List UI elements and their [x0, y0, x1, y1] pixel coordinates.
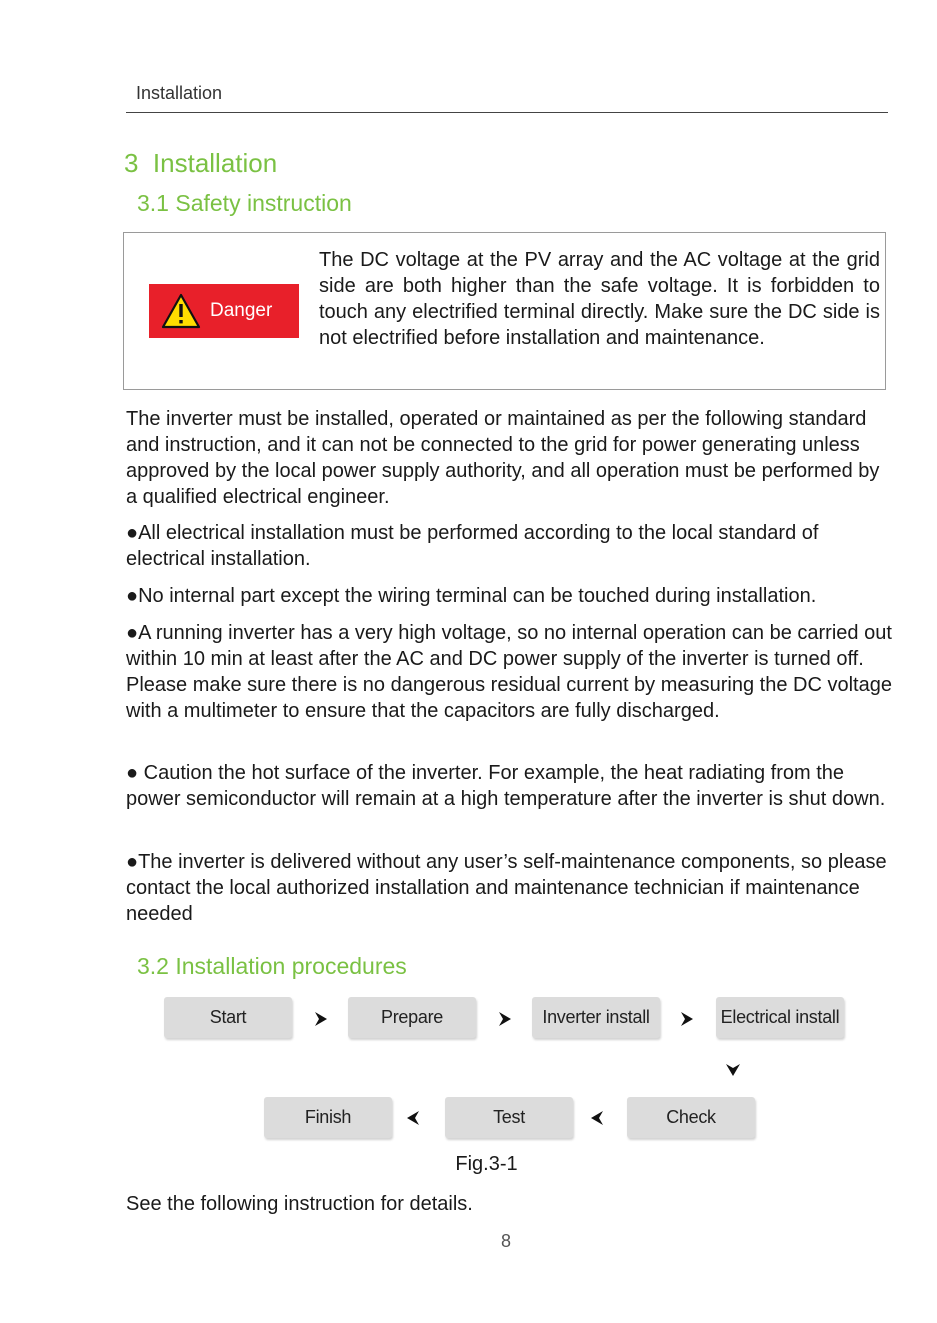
step-inverter-install: Inverter install — [532, 997, 660, 1038]
bullet-internal-part: ●No internal part except the wiring terminal can be touched during installation. — [126, 585, 817, 607]
step-prepare: Prepare — [348, 997, 476, 1038]
arrow-down-icon — [724, 1061, 742, 1079]
bullet-high-voltage: ●A running inverter has a very high voltage, so no internal operation can be carried out within 10 min at least after the AC and DC power supply of the inverter is turned off. Please make sure there is no dangerous residual current by measuring the DC voltage with a multimeter to ensure that the capacitors are fully discharged. — [126, 622, 892, 722]
step-check: Check — [627, 1097, 755, 1138]
procedures-heading: 3.2 Installation procedures — [137, 953, 407, 979]
danger-text: The DC voltage at the PV array and the AC voltage at the grid side are both higher than the safe voltage. It is forbidden to touch any electrified terminal directly. Make sure the DC side is not electrified before installation and maintenance. — [319, 249, 880, 349]
section-title: 3 Installation — [124, 148, 278, 178]
intro-paragraph: The inverter must be installed, operated or maintained as per the following standard and instruction, and it can not be connected to the grid for power generating unless approved by the local power supply authority, and all operation must be performed by a qualified electrical engineer. — [126, 408, 880, 508]
danger-label: Danger — [210, 300, 273, 321]
page-number: 8 — [500, 1231, 511, 1251]
danger-notice — [123, 232, 886, 390]
step-start: Start — [164, 997, 292, 1038]
arrow-right-icon — [496, 1010, 514, 1028]
figure-caption: Fig.3-1 — [455, 1153, 518, 1175]
bullet-hot-surface: ● Caution the hot surface of the inverter. For example, the heat radiating from the power semiconductor will remain at a high temperature after the inverter is shut down. — [126, 762, 886, 810]
warning-triangle-icon — [161, 293, 201, 329]
running-header: Installation — [136, 83, 223, 103]
safety-heading: 3.1 Safety instruction — [137, 190, 352, 216]
step-test: Test — [445, 1097, 573, 1138]
danger-badge — [149, 284, 299, 338]
arrow-left-icon — [588, 1109, 606, 1127]
arrow-right-icon — [678, 1010, 696, 1028]
bullet-local-standard: ●All electrical installation must be performed according to the local standard of electrical installation. — [126, 522, 819, 570]
arrow-left-icon — [404, 1109, 422, 1127]
step-electrical-install: Electrical install — [716, 997, 844, 1038]
details-note: See the following instruction for details. — [126, 1193, 473, 1215]
arrow-right-icon — [312, 1010, 330, 1028]
step-finish: Finish — [264, 1097, 392, 1138]
header-rule — [126, 112, 888, 113]
bullet-maintenance: ●The inverter is delivered without any user’s self-maintenance components, so please contact the local authorized installation and maintenance technician if maintenance needed — [126, 851, 887, 925]
